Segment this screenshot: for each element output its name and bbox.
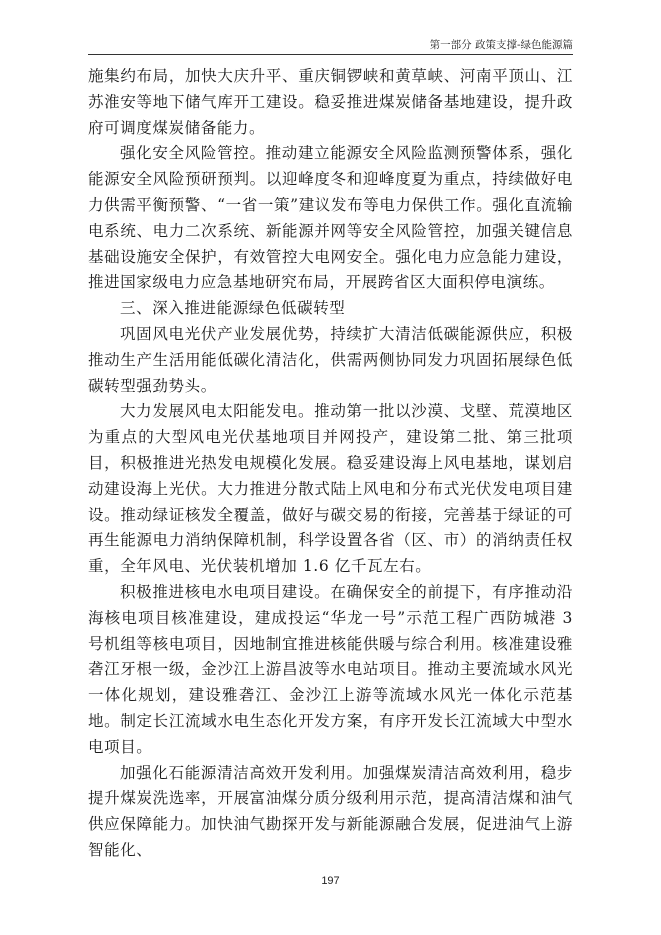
running-header	[88, 36, 573, 55]
paragraph-wind-solar-advantage: 巩固风电光伏产业发展优势，持续扩大清洁低碳能源供应，积极推动生产生活用能低碳化清洁化，供需两侧协同发力巩固拓展绿色低碳转型强劲势头。	[88, 324, 573, 395]
paragraph-storage-capacity: 施集约布局，加快大庆升平、重庆铜锣峡和黄草峡、河南平顶山、江苏淮安等地下储气库开工建设。稳妥推进煤炭储备基地建设，提升政府可调度煤炭储备能力。	[88, 67, 573, 137]
paragraph-wind-solar-development: 大力发展风电太阳能发电。推动第一批以沙漠、戈壁、荒漠地区为重点的大型风电光伏基地项目并网投产，建设第二批、第三批项目，积极推进光热发电规模化发展。稳妥建设海上风电基地，谋划启动建设海上光伏。大力推进分散式陆上风电和分布式光伏发电项目建设。推动绿证核发全覆盖，做好与碳交易的衔接，完善基于绿证的可再生能源电力消纳保障机制，科学设置各省（区、市）的消纳责任权重，全年风电、光伏装机增加 1.6 亿千瓦左右。	[88, 402, 573, 576]
section-heading-green-transition: 三、深入推进能源绿色低碳转型	[120, 299, 346, 318]
paragraph-fossil-energy: 加强化石能源清洁高效开发利用。加强煤炭清洁高效利用，稳步提升煤炭洗选率，开展富油煤分质分级利用示范，提高清洁煤和油气供应保障能力。加快油气勘探开发与新能源融合发展，促进油气上游智能化、	[88, 763, 573, 859]
paragraph-nuclear-hydro: 积极推进核电水电项目建设。在确保安全的前提下，有序推动沿海核电项目核准建设，建成投运“华龙一号”示范工程广西防城港 3 号机组等核电项目，因地制宜推进核能供暖与综合利用。核准建设雅砻江牙根一级，金沙江上游昌波等水电站项目。推动主要流域水风光一体化规划，建设雅砻江、金沙江上游等流域水风光一体化示范基地。制定长江流域水电生态化开发方案，有序开发长江流域大中型水电项目。	[88, 582, 573, 756]
header-section-title: 第一部分 政策支撑-绿色能源篇	[429, 39, 573, 51]
paragraph-risk-control: 强化安全风险管控。推动建立能源安全风险监测预警体系，强化能源安全风险预研预判。以迎峰度冬和迎峰度夏为重点，持续做好电力供需平衡预警、“一省一策”建议发布等电力保供工作。强化直流输电系统、电力二次系统、新能源并网等安全风险管控，加强关键信息基础设施安全保护，有效管控大电网安全。强化电力应急能力建设，推进国家级电力应急基地研究布局，开展跨省区大面积停电演练。	[88, 144, 573, 292]
document-body	[88, 64, 573, 864]
page-number: 197	[321, 875, 340, 887]
